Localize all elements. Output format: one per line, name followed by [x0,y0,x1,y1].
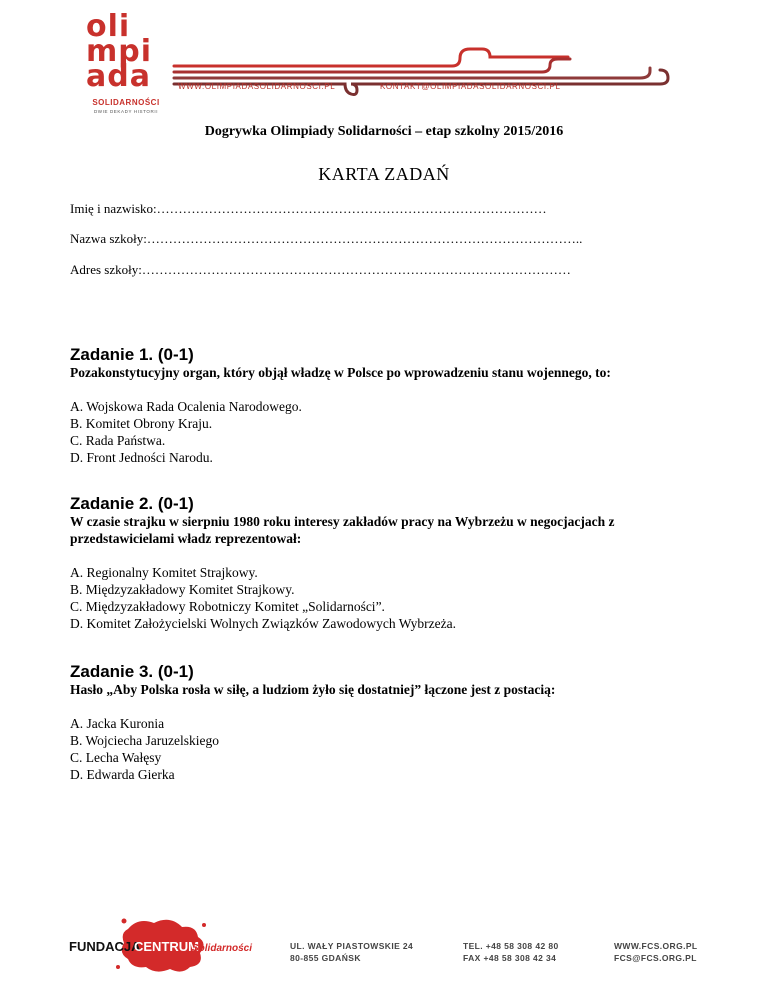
answer-option[interactable]: D. Komitet Założycielski Wolnych Związków Zawodowych Wybrzeża. [70,616,456,631]
question-1-text: Pozakonstytucyjny organ, który objął władzę w Polsce po wprowadzeniu stanu wojennego, to: [70,365,611,380]
phone-line: TEL. +48 58 308 42 80 [463,941,559,951]
logo-line-3: ada [86,59,151,94]
olimpiada-logo-wordmark [86,9,164,94]
header-decorative-ribbon [170,38,690,104]
question-2-text: W czasie strajku w sierpniu 1980 roku interesy zakładów pracy na Wybrzeżu w negocjacjach z przedstawicielami władz reprezentował: [70,514,615,546]
footer-phones [463,940,559,964]
answer-option[interactable]: C. Rada Państwa. [70,433,166,448]
logo-line-1: oli [86,9,131,44]
answer-option[interactable]: C. Lecha Wałęsy [70,750,162,765]
answer-option[interactable]: A. Wojskowa Rada Ocalenia Narodowego. [70,399,302,414]
footer-logo-solidarnosci: Solidarności [192,943,253,954]
answer-option[interactable]: D. Edwarda Gierka [70,767,175,782]
logo-line-2: mpi [86,34,153,69]
answer-option[interactable]: B. Komitet Obrony Kraju. [70,416,213,431]
question-3-text: Hasło „Aby Polska rosła w siłę, a ludziom żyło się dostatniej” łączone jest z postacią: [70,682,556,697]
footer-address [290,940,413,964]
school-address-field[interactable]: Adres szkoły:……………………………………………………………………………………… [70,262,571,277]
answer-option[interactable]: A. Regionalny Komitet Strajkowy. [70,565,258,580]
document-title: Dogrywka Olimpiady Solidarności – etap szkolny 2015/2016 [204,124,564,139]
footer-logo-centrum: CENTRUM [134,939,199,954]
question-2-answers [70,564,710,632]
answer-option[interactable]: C. Międzyzakładowy Robotniczy Komitet „Solidarności”. [70,599,385,614]
fax-line: FAX +48 58 308 42 34 [463,953,557,963]
address-line: UL. WAŁY PIASTOWSKIE 24 [290,941,414,951]
contact-email-link[interactable]: KONTAKT@OLIMPIADASOLIDARNOSCI.PL [380,82,561,91]
question-1-answers [70,398,710,466]
answer-option[interactable]: A. Jacka Kuronia [70,716,165,731]
card-title: KARTA ZADAŃ [318,164,450,184]
footer-logo-fundacja: FUNDACJA [69,939,141,954]
website-link[interactable]: WWW.FCS.ORG.PL [614,941,698,951]
question-3-title: Zadanie 3. (0-1) [70,662,194,681]
logo-tagline: DWIE DEKADY HISTORII [93,109,159,114]
answer-option[interactable]: B. Międzyzakładowy Komitet Strajkowy. [70,582,295,597]
olimpiada-logo [86,9,166,122]
fundacja-centrum-solidarnosci-logo [68,915,253,973]
website-link[interactable]: WWW.OLIMPIADASOLIDARNOSCI.PL [178,82,336,91]
address-line: 80-855 GDAŃSK [290,953,361,963]
school-name-field[interactable]: Nazwa szkoły:……………………………………………………………………………………….. [70,231,583,246]
question-3-answers [70,715,710,783]
answer-option[interactable]: D. Front Jedności Narodu. [70,450,213,465]
answer-option[interactable]: B. Wojciecha Jaruzelskiego [70,733,219,748]
question-2-title: Zadanie 2. (0-1) [70,494,194,513]
logo-subtitle: SOLIDARNOŚCI [92,98,160,107]
email-link[interactable]: FCS@FCS.ORG.PL [614,953,697,963]
footer-web [614,940,698,964]
question-1-title: Zadanie 1. (0-1) [70,345,194,364]
name-field[interactable]: Imię i nazwisko:……………………………………………………………………………… [70,201,547,216]
